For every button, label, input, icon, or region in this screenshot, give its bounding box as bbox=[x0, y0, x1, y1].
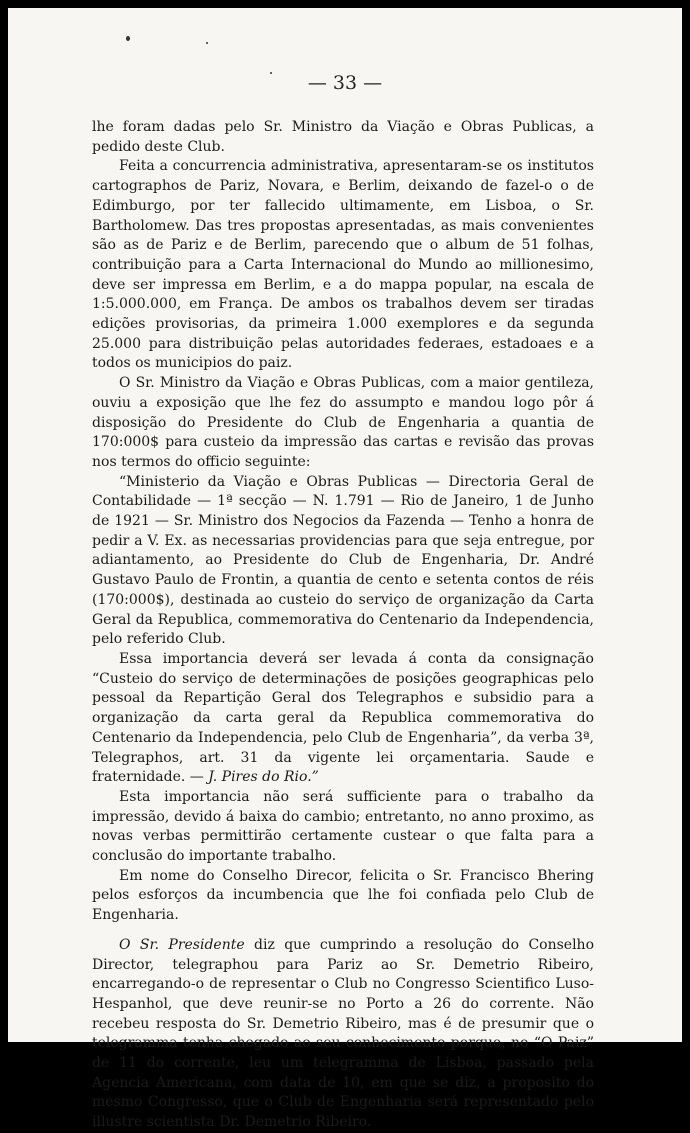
paragraph: lhe foram dadas pelo Sr. Ministro da Viação e Obras Publicas, a pedido deste Club. bbox=[92, 119, 594, 155]
ink-speck bbox=[206, 42, 208, 44]
paragraph: Esta importancia não será sufficiente para o trabalho da impressão, devido á baixa do cambio; entretanto, no anno proximo, as novas verbas permittirão certamente custear o que falta para a conclusão do importante trabalho. bbox=[92, 788, 594, 865]
paragraph bbox=[92, 650, 594, 788]
paragraph bbox=[92, 936, 594, 1133]
paragraph-text: diz que cumprindo a resolução do Conselho Director, telegraphou para Pariz ao Sr. Demetrio Ribeiro, encarregando-o de representar o Club no Congresso Scientifico Luso-Hespanhol, que deve reunir-se no Porto a 26 do corrente. Não recebeu resposta do Sr. Demetrio Ribeiro, mas é de presumir que o telegramma tenha chegado ao seu conhecimento porque, no “O Paiz” de 11 do corrente, leu um telegramma de Lisboa, passado pela Agencia Americana, com data de 10, em que se diz, a proposito do mesmo Congresso, que o Club de Engenharia será representado pelo illustre scientista Dr. Demetrio Ribeiro. bbox=[92, 936, 594, 1131]
ink-speck bbox=[126, 36, 130, 41]
page-number: — 33 — bbox=[307, 72, 383, 94]
speaker: O Sr. Presidente bbox=[119, 936, 245, 953]
paragraph: Feita a concurrencia administrativa, apresentaram-se os institutos cartographos de Pariz, Novara, e Berlim, deixando de fazel-o o de Edimburgo, por ter fallecido ultimamente, em Lisboa, o Sr. Bartholomew. Das tres propostas apresentadas, as mais convenientes são as de Pariz e de Berlim, parecendo que o album de 51 folhas, contribuição para a Carta Internacional do Mundo ao millionesimo, deve ser impressa em Berlim, e a do mappa popular, na escala de 1:5.000.000, em França. De ambos os trabalhos devem ser tiradas edições provisorias, da primeira 1.000 exemplores e da segunda 25.000 para distribuição pelas autoridades federaes, estadoaes e a todos os municipios do paiz. bbox=[92, 158, 594, 372]
body-text bbox=[92, 118, 594, 1133]
paragraph: “Ministerio da Viação e Obras Publicas — Directoria Geral de Contabilidade — 1ª secção — N. 1.791 — Rio de Janeiro, 1 de Junho de 1921 — Sr. Ministro dos Negocios da Fazenda — Tenho a honra de pedir a V. Ex. as necessarias providencias para que seja entregue, por adiantamento, ao Presidente do Club de Engenharia, Dr. André Gustavo Paulo de Frontin, a quantia de cento e setenta contos de réis (170:000$), destinada ao custeio do serviço de organização da Carta Geral da Republica, commemorativa do Centenario da Independencia, pelo referido Club. bbox=[92, 473, 594, 648]
paragraph: O Sr. Ministro da Viação e Obras Publicas, com a maior gentileza, ouviu a exposição que lhe fez do assumpto e mandou logo pôr á disposição do Presidente do Club de Engenharia a quantia de 170:000$ para custeio da impressão das cartas e revisão das provas nos termos do officio seguinte: bbox=[92, 375, 594, 470]
signature: J. Pires do Rio.” bbox=[208, 769, 319, 786]
paragraph-text: Essa importancia deverá ser levada á conta da consignação “Custeio do serviço de determinações de posições geographicas pelo pessoal da Repartição Geral dos Telegraphos e subsidio para a organização da carta geral da Republica commemorativa do Centenario da Independencia, pelo Club de Engenharia”, da verba 3ª, Telegraphos, art. 31 da vigente lei orçamentaria. Saude e fraternidade. — bbox=[92, 650, 594, 786]
paragraph: Em nome do Conselho Direcor, felicita o Sr. Francisco Bhering pelos esforços da incumbencia que lhe foi confiada pelo Club de Engenharia. bbox=[92, 867, 594, 924]
